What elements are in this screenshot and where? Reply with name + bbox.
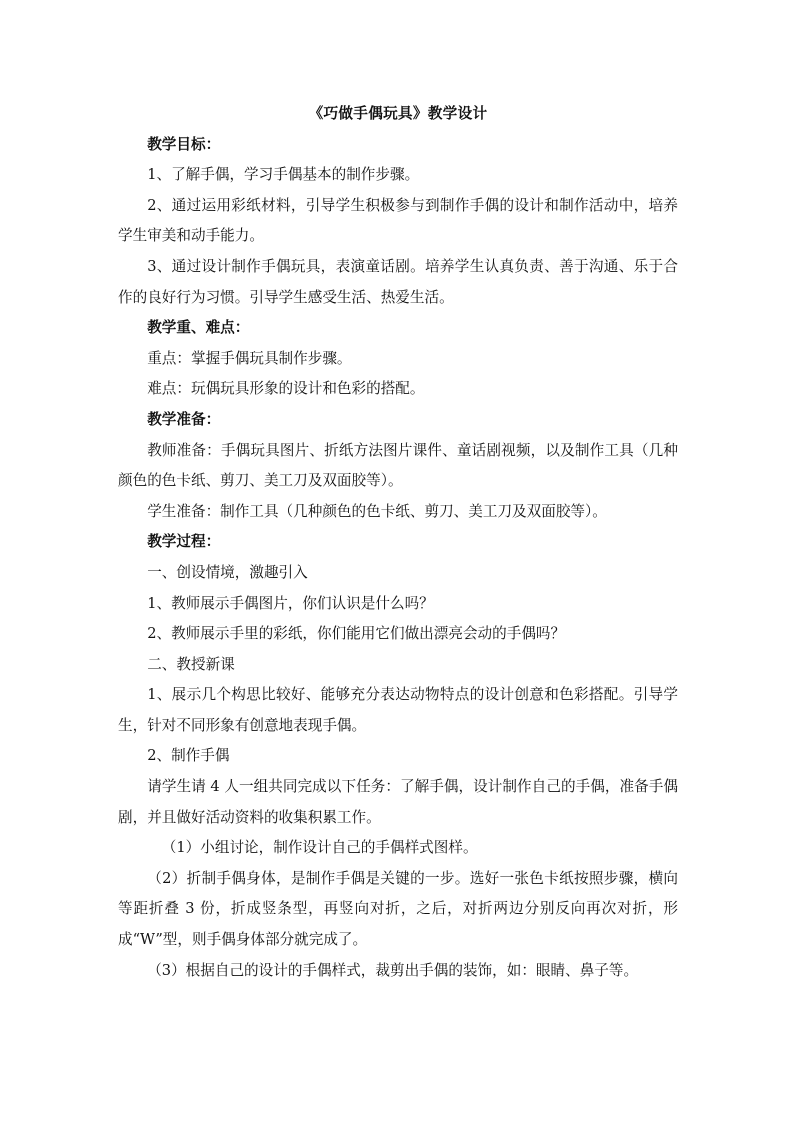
document-body [118, 99, 678, 986]
paragraph: （1）小组讨论，制作设计自己的手偶样式图样。 [161, 839, 478, 857]
section-heading-objectives: 教学目标： [147, 135, 221, 153]
paragraph: 重点：掌握手偶玩具制作步骤。 [147, 349, 352, 367]
paragraph: 1、展示几个构思比较好、能够充分表达动物特点的设计创意和色彩搭配。引导学生，针对不同形象有创意地表现手偶。 [118, 686, 678, 734]
paragraph: 1、教师展示手偶图片，你们认识是什么吗？ [147, 594, 434, 612]
paragraph: 3、通过设计制作手偶玩具，表演童话剧。培养学生认真负责、善于沟通、乐于合作的良好行为习惯。引导学生感受生活、热爱生活。 [118, 257, 678, 306]
paragraph: 2、教师展示手里的彩纸，你们能用它们做出漂亮会动的手偶吗？ [147, 625, 566, 643]
paragraph: 难点：玩偶玩具形象的设计和色彩的搭配。 [147, 380, 425, 398]
paragraph: 学生准备：制作工具（几种颜色的色卡纸、剪刀、美工刀及双面胶等）。 [147, 502, 607, 520]
paragraph: 一、创设情境，激趣引入 [147, 563, 308, 581]
section-heading-key-points: 教学重、难点： [147, 319, 250, 337]
paragraph: 2、通过运用彩纸材料，引导学生积极参与到制作手偶的设计和制作活动中，培养学生审美和动手能力。 [118, 196, 678, 245]
paragraph: （2）折制手偶身体，是制作手偶是关键的一步。选好一张色卡纸按照步骤，横向等距折叠 3 份，折成竖条型，再竖向对折，之后，对折两边分别反向再次对折，形成“W”型，则手偶身体部分就完成了。 [118, 869, 678, 949]
document-title: 《巧做手偶玩具》教学设计 [308, 105, 488, 122]
paragraph: 教师准备：手偶玩具图片、折纸方法图片课件、童话剧视频，以及制作工具（几种颜色的色卡纸、剪刀、美工刀及双面胶等）。 [118, 441, 678, 490]
section-heading-preparation: 教学准备： [147, 410, 221, 428]
paragraph: （3）根据自己的设计的手偶样式，裁剪出手偶的装饰，如：眼睛、鼻子等。 [147, 961, 639, 979]
paragraph: 2、制作手偶 [147, 747, 230, 765]
paragraph: 1、了解手偶，学习手偶基本的制作步骤。 [147, 166, 420, 184]
paragraph: 请学生请 4 人一组共同完成以下任务：了解手偶，设计制作自己的手偶，准备手偶剧，并且做好活动资料的收集积累工作。 [118, 778, 678, 826]
paragraph: 二、教授新课 [147, 655, 235, 673]
section-heading-process: 教学过程： [147, 533, 221, 551]
